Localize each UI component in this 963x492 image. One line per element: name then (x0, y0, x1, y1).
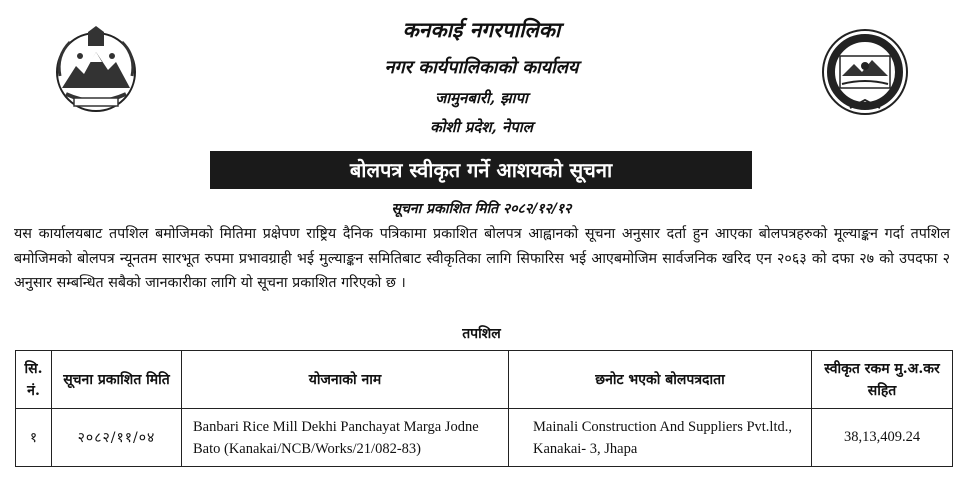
cell-sn: १ (16, 409, 52, 467)
cell-date: २०८२/११/०४ (52, 409, 182, 467)
address-line2: कोशी प्रदेश, नेपाल (430, 118, 533, 136)
header-date: सूचना प्रकाशित मिति (52, 351, 182, 409)
cell-bidder: Mainali Construction And Suppliers Pvt.ltd., Kanakai- 3, Jhapa (509, 409, 812, 467)
cell-amount: 38,13,409.24 (812, 409, 953, 467)
cell-project: Banbari Rice Mill Dekhi Panchayat Marga Jodne Bato (Kanakai/NCB/Works/21/082-83) (182, 409, 509, 467)
header-sn: सि. नं. (16, 351, 52, 409)
header-project: योजनाको नाम (182, 351, 509, 409)
notice-body: यस कार्यालयबाट तपशिल बमोजिमको मितिमा प्रक्षेपण राष्ट्रिय दैनिक पत्रिकामा प्रकाशित बोलपत्र आह्वानको सूचना अनुसार दर्ता हुन आएका बोलपत्रहरुको मूल्याङ्कन गर्दा तपशिल बमोजिमको बोलपत्र न्यूनतम सारभूत रुपमा प्रभावग्राही भई मुल्याङ्कन समितिबाट स्वीकृतिका लागि सिफारिस भई आएबमोजिम सार्वजनिक खरिद एन २०६३ को दफा २७ को उपदफा २ अनुसार सम्बन्धित सबैको जानकारीका लागि यो सूचना प्रकाशित गरिएको छ । (14, 226, 950, 291)
header-bidder: छनोट भएको बोलपत्रदाता (509, 351, 812, 409)
table-caption: तपशिल (462, 326, 501, 342)
table-row (16, 409, 953, 467)
header-amount: स्वीकृत रकम मु.अ.कर सहित (812, 351, 953, 409)
address-line1: जामुनबारी, झापा (435, 89, 528, 107)
award-table (15, 350, 953, 467)
published-date: सूचना प्रकाशित मिति २०८२/१२/१२ (391, 201, 572, 217)
org-name: कनकाई नगरपालिका (402, 17, 561, 42)
notice-title: बोलपत्र स्वीकृत गर्ने आशयको सूचना (210, 151, 752, 189)
municipality-logo-icon (820, 26, 910, 118)
letterhead (0, 0, 963, 150)
office-name: नगर कार्यपालिकाको कार्यालय (384, 57, 579, 78)
table-header-row (16, 351, 953, 409)
